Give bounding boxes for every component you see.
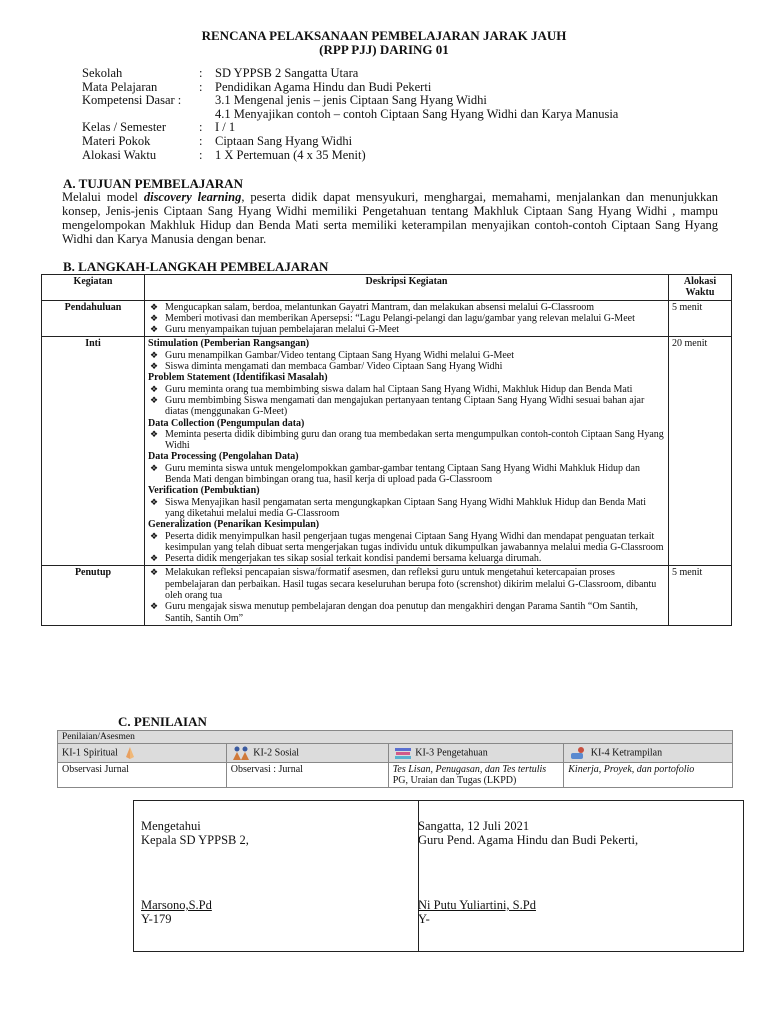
method-ki-1: Observasi Jurnal xyxy=(58,763,227,788)
group-title: Generalization (Penarikan Kesimpulan) xyxy=(148,519,320,531)
group-title: Data Collection (Pengumpulan data) xyxy=(148,417,305,429)
document-title: RENCANA PELAKSANAAN PEMBELAJARAN JARAK JAUH xyxy=(201,28,567,43)
list-item: ❖ Siswa diminta mengamati dan membaca Gambar/ Video Ciptaan Sang Hyang Widhi xyxy=(148,361,665,372)
method-ki-3: Tes Lisan, Penugasan, dan Tes tertulis PG, Uraian dan Tugas (LKPD) xyxy=(388,763,564,788)
ki-row xyxy=(58,744,733,763)
list-item: ❖ Memberi motivasi dan memberikan Apersepsi: “Lagu Pelangi-pelangi dan lagu/gambar yang relevan melalui G-Meet xyxy=(148,313,665,324)
penilaian-header: Penilaian/Asesmen xyxy=(58,731,733,744)
hand-tool-icon xyxy=(568,745,588,761)
deskripsi-inti xyxy=(145,337,669,566)
people-icon xyxy=(231,745,251,761)
list-item: ❖ Melakukan refleksi pencapaian siswa/formatif asesmen, dan refleksi guru untuk mengetahui ketercapaian proses pembelajaran dan perbaikan. Hasil tugas secara keseluruhan berupa foto (screnshot) dikirim melalui G-Classroom, dibantu oleh orang tua xyxy=(148,567,665,601)
list-item: ❖ Mengucapkan salam, berdoa, melantunkan Gayatri Mantram, dan melakukan absensi melalui G-Classroom xyxy=(148,302,665,313)
signature-block xyxy=(133,800,744,952)
tujuan-paragraph: Melalui model discovery learning, peserta didik dapat mensyukuri, menghargai, memahami, menjalankan dan menunjukkan konsep, Jenis-jenis Ciptaan Sang Hyang Widhi memiliki Pengetahuan tentang Makhluk Ciptaan Sang Hyang Widhi , mampu mengelompokan Makhluk Hidup dan Benda Mati serta memiliki keterampilan menyajikan contoh-contoh Ciptaan Sang Hyang Widhi dan Karya Manusia dengan benar. xyxy=(62,190,718,246)
group-title: Data Processing (Pengolahan Data) xyxy=(148,451,299,463)
list-item: ❖ Meminta peserta didik dibimbing guru dan orang tua membedakan serta mengumpulkan contoh-contoh Ciptaan Sang Hyang Widhi xyxy=(148,429,665,452)
identity-row-mapel: Mata Pelajaran : Pendidikan Agama Hindu dan Budi Pekerti xyxy=(82,79,432,94)
alokasi-inti: 20 menit xyxy=(669,337,732,566)
list-item: ❖ Guru membimbing Siswa mengamati dan mengajukan pertanyaan tentang Ciptaan Sang Hyang Widhi sesuai bahan ajar diatas (menggunakan G-Meet) xyxy=(148,395,665,418)
method-ki-4: Kinerja, Proyek, dan portofolio xyxy=(564,763,733,788)
kegiatan-inti: Inti xyxy=(42,337,145,566)
principal-id: Y-179 xyxy=(141,911,172,926)
header-deskripsi: Deskripsi Kegiatan xyxy=(145,275,669,301)
table-header-row xyxy=(42,275,732,301)
method-ki-2: Observasi : Jurnal xyxy=(226,763,388,788)
list-item: ❖ Guru menampilkan Gambar/Video tentang Ciptaan Sang Hyang Widhi melalui G-Meet xyxy=(148,350,665,361)
ki-2-cell: KI-2 Sosial xyxy=(226,744,388,763)
teacher-name: Ni Putu Yuliartini, S.Pd xyxy=(418,898,536,913)
identity-row-materi: Materi Pokok : Ciptaan Sang Hyang Widhi xyxy=(82,133,353,148)
kegiatan-pendahuluan: Pendahuluan xyxy=(42,300,145,337)
teacher-id: Y- xyxy=(418,911,430,926)
group-title: Problem Statement (Identifikasi Masalah) xyxy=(148,372,328,384)
deskripsi-pendahuluan xyxy=(145,300,669,337)
identity-row-kelas: Kelas / Semester : I / 1 xyxy=(82,120,236,135)
signature-right: Sangatta, 12 Juli 2021 Guru Pend. Agama Hindu dan Budi Pekerti, Ni Putu Yuliartini, S.Pd Y- xyxy=(418,819,639,926)
list-item: ❖ Guru meminta siswa untuk mengelompokkan gambar-gambar tentang Ciptaan Sang Hyang Widhi Mahkluk Hidup dan Benda Mati dengan bimbingan orang tua, hasil kerja di upload pada G-Classroom xyxy=(148,463,665,486)
group-title: Verification (Pembuktian) xyxy=(148,485,260,497)
list-item: ❖ Guru menyampaikan tujuan pembelajaran melalui G-Meet xyxy=(148,324,665,335)
langkah-table xyxy=(41,274,732,626)
ki-4-cell: KI-4 Ketrampilan xyxy=(564,744,733,763)
ki-1-cell: KI-1 Spiritual xyxy=(58,744,227,763)
ki-3-cell: KI-3 Pengetahuan xyxy=(388,744,564,763)
identity-row-alokasi: Alokasi Waktu : 1 X Pertemuan (4 x 35 Menit) xyxy=(82,147,366,162)
list-item: ❖ Peserta didik mengerjakan tes sikap sosial terkait kondisi pandemi bersama keluarga dirumah. xyxy=(148,553,665,564)
section-a-heading: A. TUJUAN PEMBELAJARAN xyxy=(63,176,243,191)
table-row-penutup xyxy=(42,566,732,625)
header-alokasi: Alokasi Waktu xyxy=(669,275,732,301)
identity-row-kd: Kompetensi Dasar : 3.1 Mengenal jenis – jenis Ciptaan Sang Hyang Widhi xyxy=(82,93,487,108)
kegiatan-penutup: Penutup xyxy=(42,566,145,625)
penilaian-table xyxy=(57,730,733,788)
list-item: ❖ Guru meminta orang tua membimbing siswa dalam hal Ciptaan Sang Hyang Widhi, Makhluk Hidup dan Benda Mati xyxy=(148,384,665,395)
list-item: ❖ Siswa Menyajikan hasil pengamatan serta mengungkapkan Ciptaan Sang Hyang Widhi Mahkluk Hidup dan Benda Mati yang diketahui melalui media G-Classroom xyxy=(148,497,665,520)
praying-hands-icon xyxy=(120,745,140,761)
book-icon xyxy=(393,745,413,761)
table-row-inti xyxy=(42,337,732,566)
header-kegiatan: Kegiatan xyxy=(42,275,145,301)
table-row-pendahuluan xyxy=(42,300,732,337)
alokasi-penutup: 5 menit xyxy=(669,566,732,625)
section-b-heading: B. LANGKAH-LANGKAH PEMBELAJARAN xyxy=(63,259,329,274)
list-item: ❖ Peserta didik menyimpulkan hasil pengerjaan tugas mengenai Ciptaan Sang Hyang Widhi dan mendapat penguatan terkait kesimpulan yang telah dibuat serta mengerjakan tugas individu untuk dikumpulkan jawabannya melalui media G-Classroom xyxy=(148,531,665,554)
model-name: discovery learning xyxy=(143,190,242,204)
document-subtitle: (RPP PJJ) DARING 01 xyxy=(319,42,449,57)
method-row xyxy=(58,763,733,788)
identity-row-sekolah: Sekolah : SD YPPSB 2 Sangatta Utara xyxy=(82,66,359,80)
signature-left: Mengetahui Kepala SD YPPSB 2, Marsono,S.Pd Y-179 xyxy=(141,819,249,926)
group-title: Stimulation (Pemberian Rangsangan) xyxy=(148,338,310,350)
identity-row-kd-2: 4.1 Menyajikan contoh – contoh Ciptaan Sang Hyang Widhi dan Karya Manusia xyxy=(215,106,619,121)
identity-block xyxy=(82,67,618,162)
principal-name: Marsono,S.Pd xyxy=(141,898,212,913)
list-item: ❖ Guru mengajak siswa menutup pembelajaran dengan doa penutup dan mengakhiri dengan Parama Santih “Om Santih, Santih, Santih Om” xyxy=(148,601,665,624)
section-c-heading: C. PENILAIAN xyxy=(118,714,207,729)
deskripsi-penutup xyxy=(145,566,669,625)
alokasi-pendahuluan: 5 menit xyxy=(669,300,732,337)
